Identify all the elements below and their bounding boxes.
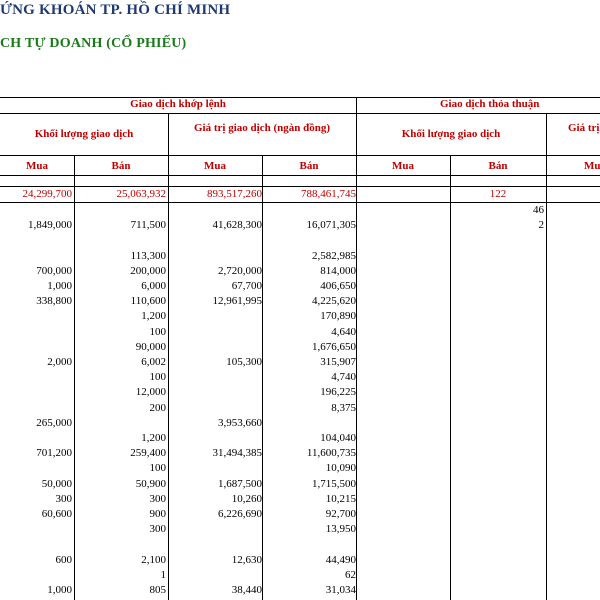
table-cell: 31,494,385 <box>212 447 262 460</box>
table-cell: 338,800 <box>36 295 72 308</box>
table-cell: 50,000 <box>41 477 72 490</box>
col-divider-5 <box>450 155 451 600</box>
table-cell: 1,000 <box>47 280 72 292</box>
col-label-negotiated-vol-sell: Bán <box>488 160 508 172</box>
table-cell: 10,215 <box>325 492 356 505</box>
table-cell: 900 <box>149 508 166 520</box>
table-cell: 315,907 <box>320 356 356 368</box>
table-cell: 41,628,300 <box>212 219 262 232</box>
header-divider <box>0 155 600 156</box>
table-cell: 12,630 <box>231 553 262 566</box>
table-cell: 1,687,500 <box>218 477 262 490</box>
table-cell: 1 <box>160 568 166 581</box>
table-cell: 46 <box>533 204 544 216</box>
table-cell: 90,000 <box>135 340 166 353</box>
table-cell: 1,200 <box>141 310 166 323</box>
table-cell: 200 <box>149 401 166 414</box>
table-cell: 1,200 <box>141 432 166 444</box>
table-cell: 2,100 <box>141 553 166 566</box>
col-label-negotiated-vol-buy: Mua <box>392 160 414 172</box>
table-cell: 1,000 <box>47 584 72 596</box>
table-cell: 60,600 <box>41 508 72 520</box>
table-cell: 700,000 <box>36 264 72 277</box>
table-cell: 100 <box>149 325 166 338</box>
table-cell: 6,002 <box>141 356 166 368</box>
subheader-matched-volume: Khối lượng giao dịch <box>34 128 134 140</box>
totals-bottom-border <box>0 202 600 203</box>
col-label-matched-val-sell: Bán <box>299 160 319 172</box>
table-cell: 1,715,500 <box>312 477 356 490</box>
table-cell: 196,225 <box>320 386 356 399</box>
col-label-matched-vol-buy: Mua <box>26 160 48 172</box>
table-cell: 67,700 <box>231 280 262 292</box>
col-divider-6 <box>546 113 547 600</box>
col-label-negotiated-val-buy: Mu <box>584 160 600 172</box>
table-cell: 105,300 <box>226 356 262 368</box>
table-cell: 265,000 <box>36 416 72 429</box>
subheader-matched-value: Giá trị giao dịch (ngàn đồng) <box>194 122 330 134</box>
table-cell: 259,400 <box>130 447 166 460</box>
table-cell: 300 <box>149 492 166 505</box>
table-cell: 6,000 <box>141 280 166 292</box>
table-cell: 805 <box>149 584 166 596</box>
table-cell: 8,375 <box>331 401 356 414</box>
table-cell: 300 <box>55 492 72 505</box>
table-cell: 600 <box>55 553 72 566</box>
table-cell: 100 <box>149 371 166 384</box>
table-cell: 110,600 <box>130 295 166 308</box>
table-cell: 113,300 <box>130 249 166 262</box>
total-matched-vol-sell: 25,063,932 <box>116 188 166 200</box>
table-cell: 10,090 <box>325 462 356 475</box>
col-divider-1 <box>74 155 75 600</box>
table-cell: 11,600,735 <box>306 447 356 460</box>
table-cell: 62 <box>345 568 356 581</box>
table-cell: 1,676,650 <box>312 340 356 353</box>
table-cell: 3,953,660 <box>218 416 262 429</box>
col-divider-3 <box>262 155 263 600</box>
table-cell: 4,225,620 <box>312 295 356 308</box>
table-cell: 711,500 <box>130 219 166 232</box>
subheader-negotiated-volume: Khối lượng giao dịch <box>401 128 501 140</box>
totals-top-border <box>0 186 600 187</box>
col-divider-4 <box>356 97 357 600</box>
table-cell: 4,740 <box>331 371 356 384</box>
table-cell: 100 <box>149 462 166 475</box>
report-title-proprietary: CH TỰ DOANH (CỔ PHIẾU) <box>0 36 187 51</box>
table-cell: 38,440 <box>231 584 262 596</box>
table-cell: 50,900 <box>135 477 166 490</box>
col-label-matched-val-buy: Mua <box>204 160 226 172</box>
table-cell: 406,650 <box>320 280 356 292</box>
total-negotiated-vol-sell: 122 <box>489 188 507 200</box>
group-header-negotiated: Giao dịch thỏa thuận <box>440 98 540 110</box>
table-cell: 170,890 <box>320 310 356 323</box>
table-cell: 4,640 <box>331 325 356 338</box>
table-cell: 814,000 <box>320 264 356 277</box>
table-cell: 2 <box>538 219 544 232</box>
col-divider-2 <box>168 113 169 600</box>
col-label-matched-vol-sell: Bán <box>111 160 131 172</box>
table-cell: 300 <box>149 523 166 536</box>
total-matched-vol-buy: 24,299,700 <box>22 188 72 200</box>
table-cell: 104,040 <box>320 432 356 444</box>
table-cell: 31,034 <box>325 584 356 596</box>
subheader-negotiated-value: Giá trị <box>568 122 600 134</box>
table-cell: 16,071,305 <box>306 219 356 232</box>
group-header-matched: Giao dịch khớp lệnh <box>130 98 226 110</box>
table-cell: 6,226,690 <box>218 508 262 520</box>
table-cell: 44,490 <box>325 553 356 566</box>
table-cell: 1,849,000 <box>28 219 72 232</box>
table-cell: 13,950 <box>325 523 356 536</box>
report-title-exchange: ỨNG KHOÁN TP. HỒ CHÍ MINH <box>0 2 231 18</box>
table-cell: 12,000 <box>135 386 166 399</box>
table-cell: 701,200 <box>36 447 72 460</box>
table-cell: 2,000 <box>47 356 72 368</box>
table-cell: 92,700 <box>325 508 356 520</box>
table-cell: 12,961,995 <box>212 295 262 308</box>
table-cell: 2,720,000 <box>218 264 262 277</box>
column-label-divider <box>0 175 600 176</box>
total-matched-val-buy: 893,517,260 <box>207 188 262 200</box>
table-cell: 200,000 <box>130 264 166 277</box>
table-cell: 2,582,985 <box>312 249 356 262</box>
total-matched-val-sell: 788,461,745 <box>301 188 356 200</box>
table-cell: 10,260 <box>231 492 262 505</box>
group-header-divider <box>0 113 600 114</box>
